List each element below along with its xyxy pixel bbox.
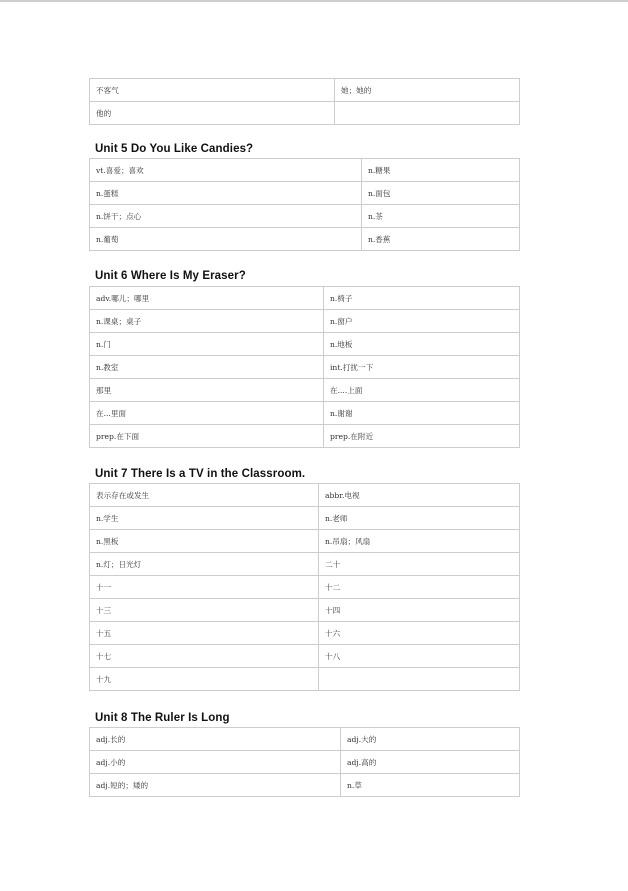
table-row	[90, 310, 520, 333]
table-cell	[335, 102, 520, 125]
table-cell: 十一	[90, 576, 319, 599]
table-row	[90, 102, 520, 125]
table-row	[90, 287, 520, 310]
table-cell: int.打扰一下	[324, 356, 520, 379]
table-row	[90, 507, 520, 530]
table-cell: n.糖果	[362, 159, 520, 182]
table-row	[90, 228, 520, 251]
table-cell: 表示存在或发生	[90, 484, 319, 507]
table-cell: adj.大的	[341, 728, 520, 751]
table-cell: adj.小的	[90, 751, 341, 774]
table-row	[90, 751, 520, 774]
table-cell: 十八	[319, 645, 520, 668]
table-row	[90, 599, 520, 622]
table-cell: 十七	[90, 645, 319, 668]
table-row	[90, 79, 520, 102]
table-row	[90, 728, 520, 751]
table-cell: 十九	[90, 668, 319, 691]
table-cell: n.香蕉	[362, 228, 520, 251]
table-cell: 他的	[90, 102, 335, 125]
table-cell: n.教室	[90, 356, 324, 379]
table-cell: n.草	[341, 774, 520, 797]
unit-8-vocab-table	[89, 727, 520, 797]
table-cell: n.窗户	[324, 310, 520, 333]
table-cell: adj.短的；矮的	[90, 774, 341, 797]
table-cell: n.地板	[324, 333, 520, 356]
table-cell: adv.哪儿；哪里	[90, 287, 324, 310]
unit-8-heading: Unit 8 The Ruler Is Long	[95, 712, 230, 724]
table-cell: 不客气	[90, 79, 335, 102]
table-row	[90, 425, 520, 448]
table-row	[90, 668, 520, 691]
table-cell: n.谢谢	[324, 402, 520, 425]
unit-6-vocab-table	[89, 286, 520, 448]
table-cell: 十二	[319, 576, 520, 599]
table-cell: n.葡萄	[90, 228, 362, 251]
table-cell: 二十	[319, 553, 520, 576]
table-cell: n.学生	[90, 507, 319, 530]
table-cell: n.课桌；桌子	[90, 310, 324, 333]
table-row	[90, 356, 520, 379]
table-row	[90, 530, 520, 553]
unit-7-heading: Unit 7 There Is a TV in the Classroom.	[95, 468, 306, 480]
table-row	[90, 576, 520, 599]
table-row	[90, 159, 520, 182]
table-cell: adj.长的	[90, 728, 341, 751]
table-cell: n.灯；日光灯	[90, 553, 319, 576]
table-cell: 那里	[90, 379, 324, 402]
table-cell: abbr.电视	[319, 484, 520, 507]
table-row	[90, 182, 520, 205]
table-cell	[319, 668, 520, 691]
table-cell: 在...里面	[90, 402, 324, 425]
page-top-border	[0, 0, 628, 2]
unit-6-heading: Unit 6 Where Is My Eraser?	[95, 270, 246, 282]
table-cell: n.黑板	[90, 530, 319, 553]
table-row	[90, 402, 520, 425]
table-cell: n.吊扇；风扇	[319, 530, 520, 553]
table-cell: n.茶	[362, 205, 520, 228]
table-row	[90, 205, 520, 228]
table-row	[90, 645, 520, 668]
table-cell: adj.高的	[341, 751, 520, 774]
table-cell: prep.在附近	[324, 425, 520, 448]
unit-7-vocab-table	[89, 483, 520, 691]
table-cell: 她；她的	[335, 79, 520, 102]
table-row	[90, 379, 520, 402]
table-cell: 在....上面	[324, 379, 520, 402]
table-row	[90, 553, 520, 576]
unit-5-heading: Unit 5 Do You Like Candies?	[95, 143, 254, 155]
table-cell: n.饼干；点心	[90, 205, 362, 228]
table-cell: 十五	[90, 622, 319, 645]
table-cell: prep.在下面	[90, 425, 324, 448]
unit-5-vocab-table	[89, 158, 520, 251]
vocab-table-continued	[89, 78, 520, 125]
table-row	[90, 622, 520, 645]
table-cell: 十四	[319, 599, 520, 622]
table-row	[90, 333, 520, 356]
table-cell: n.面包	[362, 182, 520, 205]
table-row	[90, 774, 520, 797]
table-cell: 十六	[319, 622, 520, 645]
table-cell: n.椅子	[324, 287, 520, 310]
table-cell: vt.喜爱；喜欢	[90, 159, 362, 182]
table-cell: n.门	[90, 333, 324, 356]
table-cell: n.老师	[319, 507, 520, 530]
table-row	[90, 484, 520, 507]
table-cell: 十三	[90, 599, 319, 622]
table-cell: n.蛋糕	[90, 182, 362, 205]
